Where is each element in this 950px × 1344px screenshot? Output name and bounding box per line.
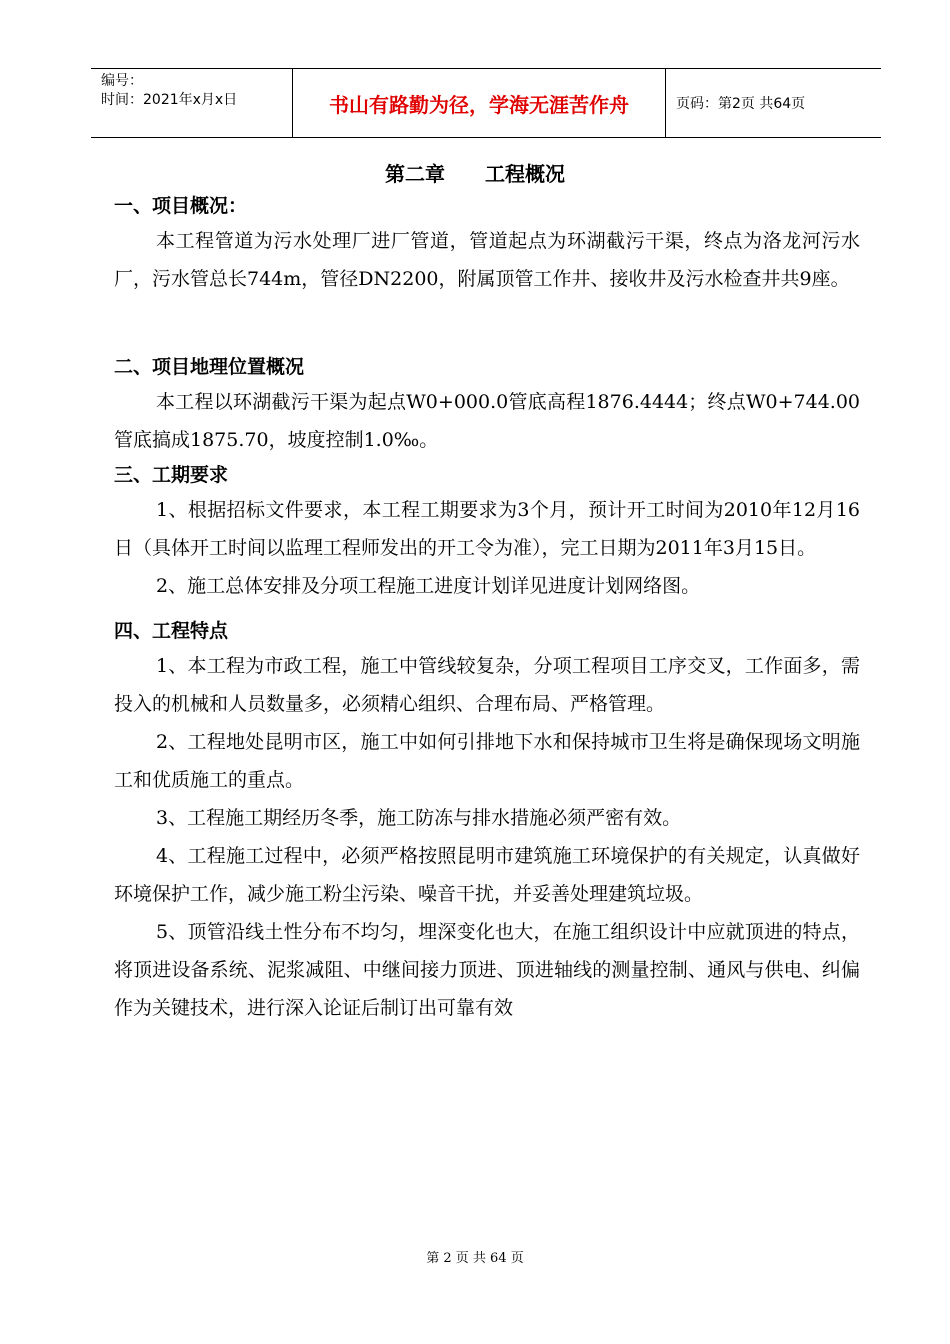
paragraph: 1、本工程为市政工程，施工中管线较复杂，分项工程项目工序交叉，工作面多，需投入的机械和人员数量多，必须精心组织、合理布局、严格管理。 [114,655,860,715]
paragraph: 3、工程施工期经历冬季，施工防冻与排水措施必须严密有效。 [156,807,682,829]
paragraph: 5、顶管沿线土性分布不均匀，埋深变化也大，在施工组织设计中应就顶进的特点，将顶进设备系统、泥浆减阻、中继间接力顶进、顶进轴线的测量控制、通风与供电、纠偏作为关键技术，进行深入论证后制订出可靠有效 [114,921,860,1019]
document-body [114,190,860,1027]
section-heading: 二、项目地理位置概况 [114,356,305,378]
page-footer: 第 2 页 共 64 页 [426,1251,524,1266]
section-heading: 一、项目概况： [114,195,248,217]
paragraph: 1、根据招标文件要求，本工程工期要求为3个月，预计开工时间为2010年12月16日（具体开工时间以监理工程师发出的开工令为准），完工日期为2011年3月15日。 [114,499,860,559]
chapter-name: 工程概况 [485,162,565,186]
paragraph: 4、工程施工过程中，必须严格按照昆明市建筑施工环境保护的有关规定，认真做好环境保护工作，减少施工粉尘污染、噪音干扰，并妥善处理建筑垃圾。 [114,845,860,905]
paragraph: 本工程以环湖截污干渠为起点W0+000.0管底高程1876.4444；终点W0+744.00管底搞成1875.70，坡度控制1.0‰。 [114,391,860,451]
header-page-number: 页码：第2页 共64页 [676,96,806,112]
paragraph: 2、工程地处昆明市区，施工中如何引排地下水和保持城市卫生将是确保现场文明施工和优质施工的重点。 [114,731,860,791]
header-meta [91,69,293,137]
header-code-label: 编号： [101,73,143,89]
header-motto: 书山有路勤为径，学海无涯苦作舟 [293,69,666,137]
section-heading: 四、工程特点 [114,620,229,642]
chapter-title [0,158,950,187]
paragraph: 本工程管道为污水处理厂进厂管道，管道起点为环湖截污干渠，终点为洛龙河污水厂，污水管总长744m，管径DN2200，附属顶管工作井、接收井及污水检查井共9座。 [114,230,860,290]
chapter-number: 第二章 [385,162,445,186]
paragraph: 2、施工总体安排及分项工程施工进度计划详见进度计划网络图。 [156,575,701,597]
header-date: 时间：2021年x月x日 [101,92,238,108]
section-heading: 三、工期要求 [114,464,229,486]
page-header [91,68,881,138]
